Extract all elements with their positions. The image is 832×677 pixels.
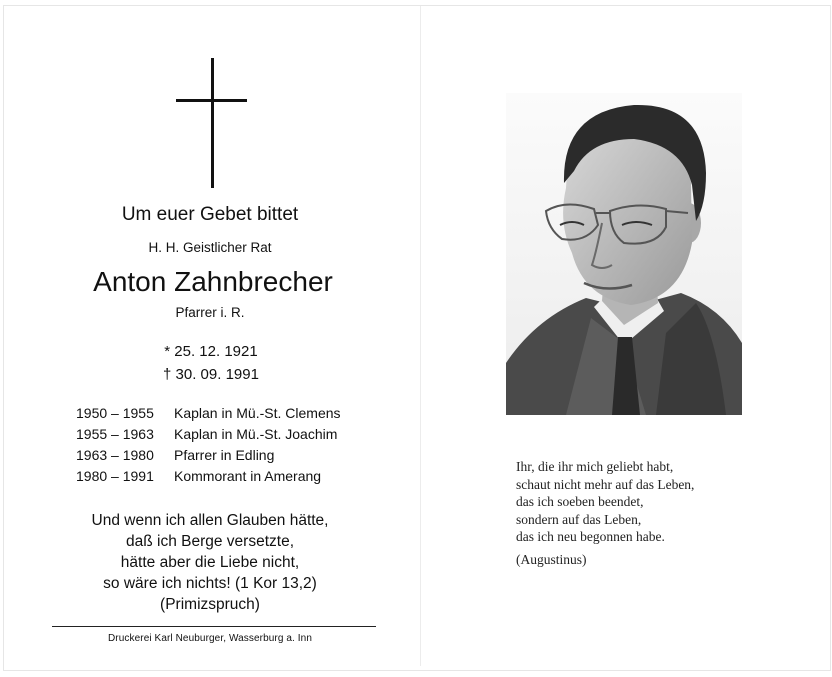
quote-line: hätte aber die Liebe nicht, [120,554,300,571]
poem-line: schaut nicht mehr auf das Leben, [516,476,695,492]
deceased-name: Anton Zahnbrecher [93,266,333,297]
career-row [76,445,341,466]
career-row [76,424,341,445]
deceased-title: Pfarrer i. R. [175,305,245,320]
quote-line: so wäre ich nichts! (1 Kor 13,2) [103,575,317,592]
primiz-quote [0,510,420,615]
quote-line: daß ich Berge versetzte, [126,533,294,550]
career-role: Kommorant in Amerang [174,468,322,484]
augustinus-poem [516,458,694,546]
poem-line: Ihr, die ihr mich geliebt habt, [516,459,674,474]
career-years: 1950 – 1955 [76,405,154,421]
career-years: 1963 – 1980 [76,447,154,463]
cross-horizontal-bar [176,99,247,102]
career-role: Kaplan in Mü.-St. Joachim [174,426,338,442]
quote-line: Und wenn ich allen Glauben hätte, [91,512,329,529]
poem-author: (Augustinus) [516,552,587,567]
card-fold [420,6,421,666]
career-row [76,466,341,487]
poem-line: sondern auf das Leben, [516,511,642,527]
printer-credit: Druckerei Karl Neuburger, Wasserburg a. Inn [107,633,313,644]
career-row [76,403,341,424]
career-years: 1980 – 1991 [76,468,154,484]
clerical-rank: H. H. Geistlicher Rat [148,240,272,255]
career-years: 1955 – 1963 [76,426,154,442]
portrait-photo [506,93,742,415]
career-role: Kaplan in Mü.-St. Clemens [174,405,341,421]
quote-line: (Primizspruch) [160,596,260,613]
portrait-illustration [506,93,742,415]
cross-vertical-bar [211,58,214,188]
birth-date: * 25. 12. 1921 [164,343,258,360]
poem-line: das ich neu begonnen habe. [516,529,665,544]
career-list [76,403,341,487]
death-date: † 30. 09. 1991 [163,366,259,383]
career-role: Pfarrer in Edling [174,447,275,463]
prayer-request: Um euer Gebet bittet [121,204,299,225]
poem-line: das ich soeben beendet, [516,494,644,509]
divider [52,626,376,627]
